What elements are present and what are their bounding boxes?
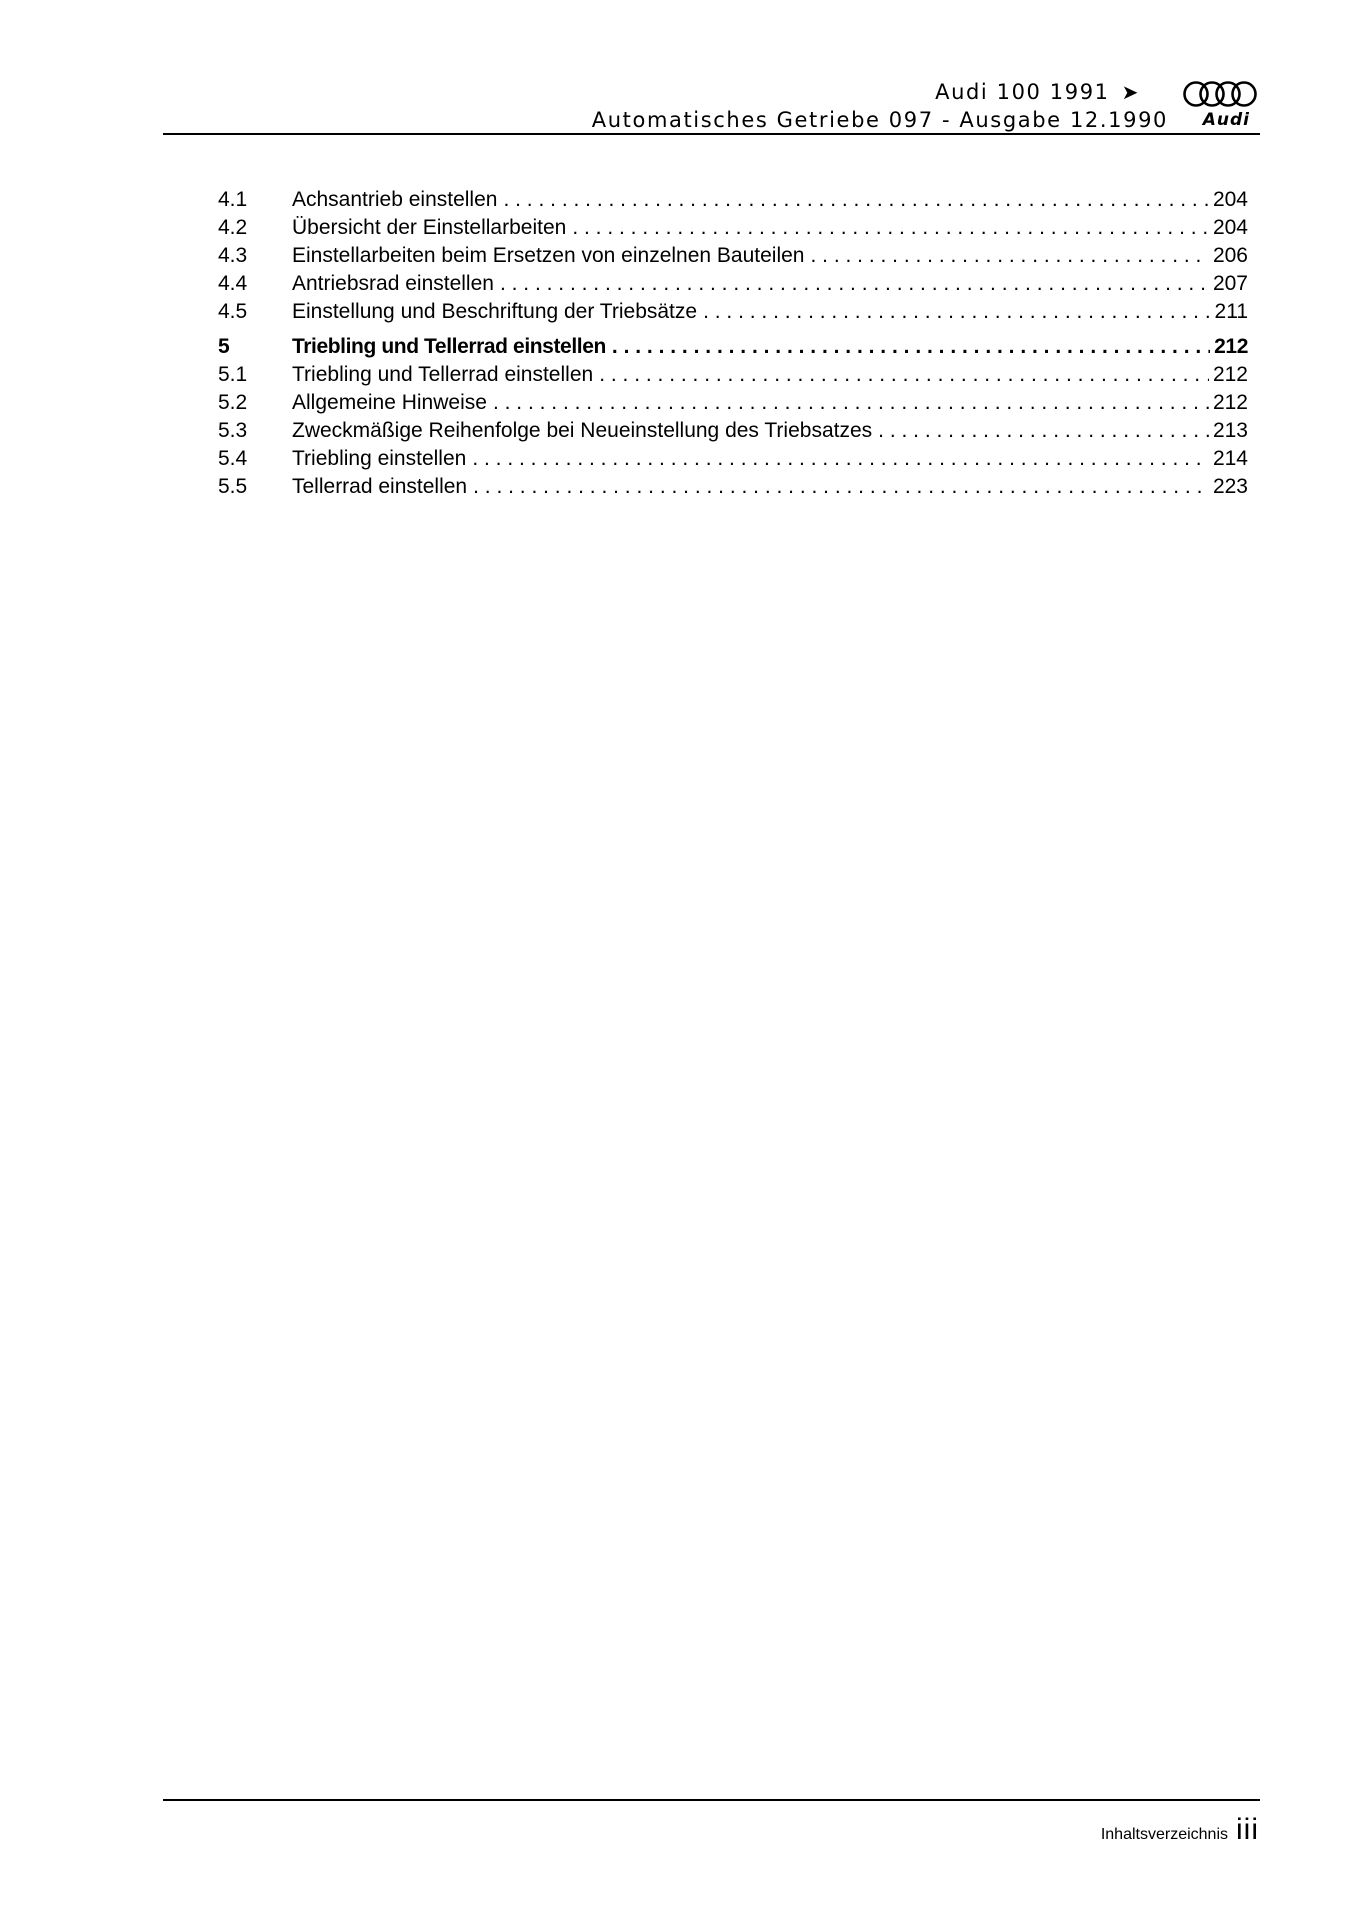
table-of-contents	[218, 186, 1248, 501]
toc-entry-number: 5.1	[218, 363, 248, 386]
toc-dot-leader	[472, 445, 1209, 473]
toc-chapter-row[interactable]	[218, 333, 1248, 361]
toc-dot-leader	[493, 389, 1209, 417]
toc-entry-number: 5.5	[218, 475, 248, 498]
toc-entry-title: Achsantrieb einstellen	[292, 188, 498, 211]
toc-entry-page: 212	[1212, 391, 1248, 414]
toc-entry-title: Tellerrad einstellen	[292, 475, 468, 498]
toc-entry-page: 207	[1212, 272, 1248, 295]
toc-entry-number: 5	[218, 335, 230, 358]
toc-dot-leader	[500, 270, 1209, 298]
header-model	[935, 80, 1140, 104]
audi-logo	[1182, 80, 1260, 134]
toc-entry-title: Allgemeine Hinweise	[292, 391, 487, 414]
toc-entry-page: 213	[1212, 419, 1248, 442]
toc-dot-leader	[473, 473, 1209, 501]
toc-entry-title: Einstellung und Beschriftung der Triebsätze	[292, 300, 698, 323]
toc-dot-leader	[503, 186, 1208, 214]
toc-entry-number: 5.4	[218, 447, 248, 470]
toc-entry-title: Antriebsrad einstellen	[292, 272, 494, 295]
toc-dot-leader	[703, 298, 1210, 326]
toc-row[interactable]	[218, 214, 1248, 242]
toc-entry-title: Einstellarbeiten beim Ersetzen von einzelnen Bauteilen	[292, 244, 805, 267]
toc-entry-page: 204	[1212, 188, 1248, 211]
toc-entry-page: 206	[1212, 244, 1248, 267]
header-model-text: Audi 100 1991	[935, 80, 1110, 104]
toc-entry-page: 223	[1212, 475, 1248, 498]
toc-row[interactable]	[218, 389, 1248, 417]
toc-row[interactable]	[218, 298, 1248, 326]
toc-dot-leader	[878, 417, 1209, 445]
footer-section-label: Inhaltsverzeichnis	[1100, 1826, 1228, 1843]
footer-divider	[163, 1799, 1260, 1801]
toc-row[interactable]	[218, 186, 1248, 214]
toc-row[interactable]	[218, 445, 1248, 473]
toc-entry-number: 4.2	[218, 216, 248, 239]
toc-row[interactable]	[218, 270, 1248, 298]
toc-entry-title: Triebling einstellen	[292, 447, 467, 470]
toc-entry-page: 212	[1214, 335, 1248, 358]
toc-entry-number: 4.3	[218, 244, 248, 267]
header-divider	[163, 133, 1260, 135]
toc-entry-number: 4.4	[218, 272, 248, 295]
toc-entry-title: Triebling und Tellerrad einstellen	[292, 335, 606, 358]
toc-entry-title: Übersicht der Einstellarbeiten	[292, 216, 567, 239]
toc-entry-title: Zweckmäßige Reihenfolge bei Neueinstellung des Triebsatzes	[292, 419, 873, 442]
page-header	[163, 76, 1260, 134]
toc-entry-number: 5.2	[218, 391, 248, 414]
toc-entry-page: 212	[1212, 363, 1248, 386]
toc-entry-page: 204	[1212, 216, 1248, 239]
toc-entry-page: 211	[1214, 300, 1248, 323]
toc-entry-title: Triebling und Tellerrad einstellen	[292, 363, 594, 386]
audi-rings-icon	[1182, 80, 1260, 108]
toc-entry-number: 5.3	[218, 419, 248, 442]
toc-row[interactable]	[218, 473, 1248, 501]
toc-dot-leader	[810, 242, 1208, 270]
page-footer	[1101, 1813, 1259, 1847]
toc-row[interactable]	[218, 361, 1248, 389]
toc-entry-number: 4.1	[218, 188, 248, 211]
toc-dot-leader	[572, 214, 1209, 242]
header-subtitle: Automatisches Getriebe 097 - Ausgabe 12.1990	[591, 108, 1168, 132]
toc-entry-number: 4.5	[218, 300, 248, 323]
toc-dot-leader	[612, 333, 1210, 361]
toc-entry-page: 214	[1212, 447, 1248, 470]
toc-row[interactable]	[218, 417, 1248, 445]
arrow-icon: ➤	[1121, 80, 1140, 104]
footer-page-number: iii	[1236, 1813, 1259, 1846]
toc-dot-leader	[599, 361, 1209, 389]
toc-row[interactable]	[218, 242, 1248, 270]
audi-logo-text: Audi	[1202, 110, 1250, 130]
